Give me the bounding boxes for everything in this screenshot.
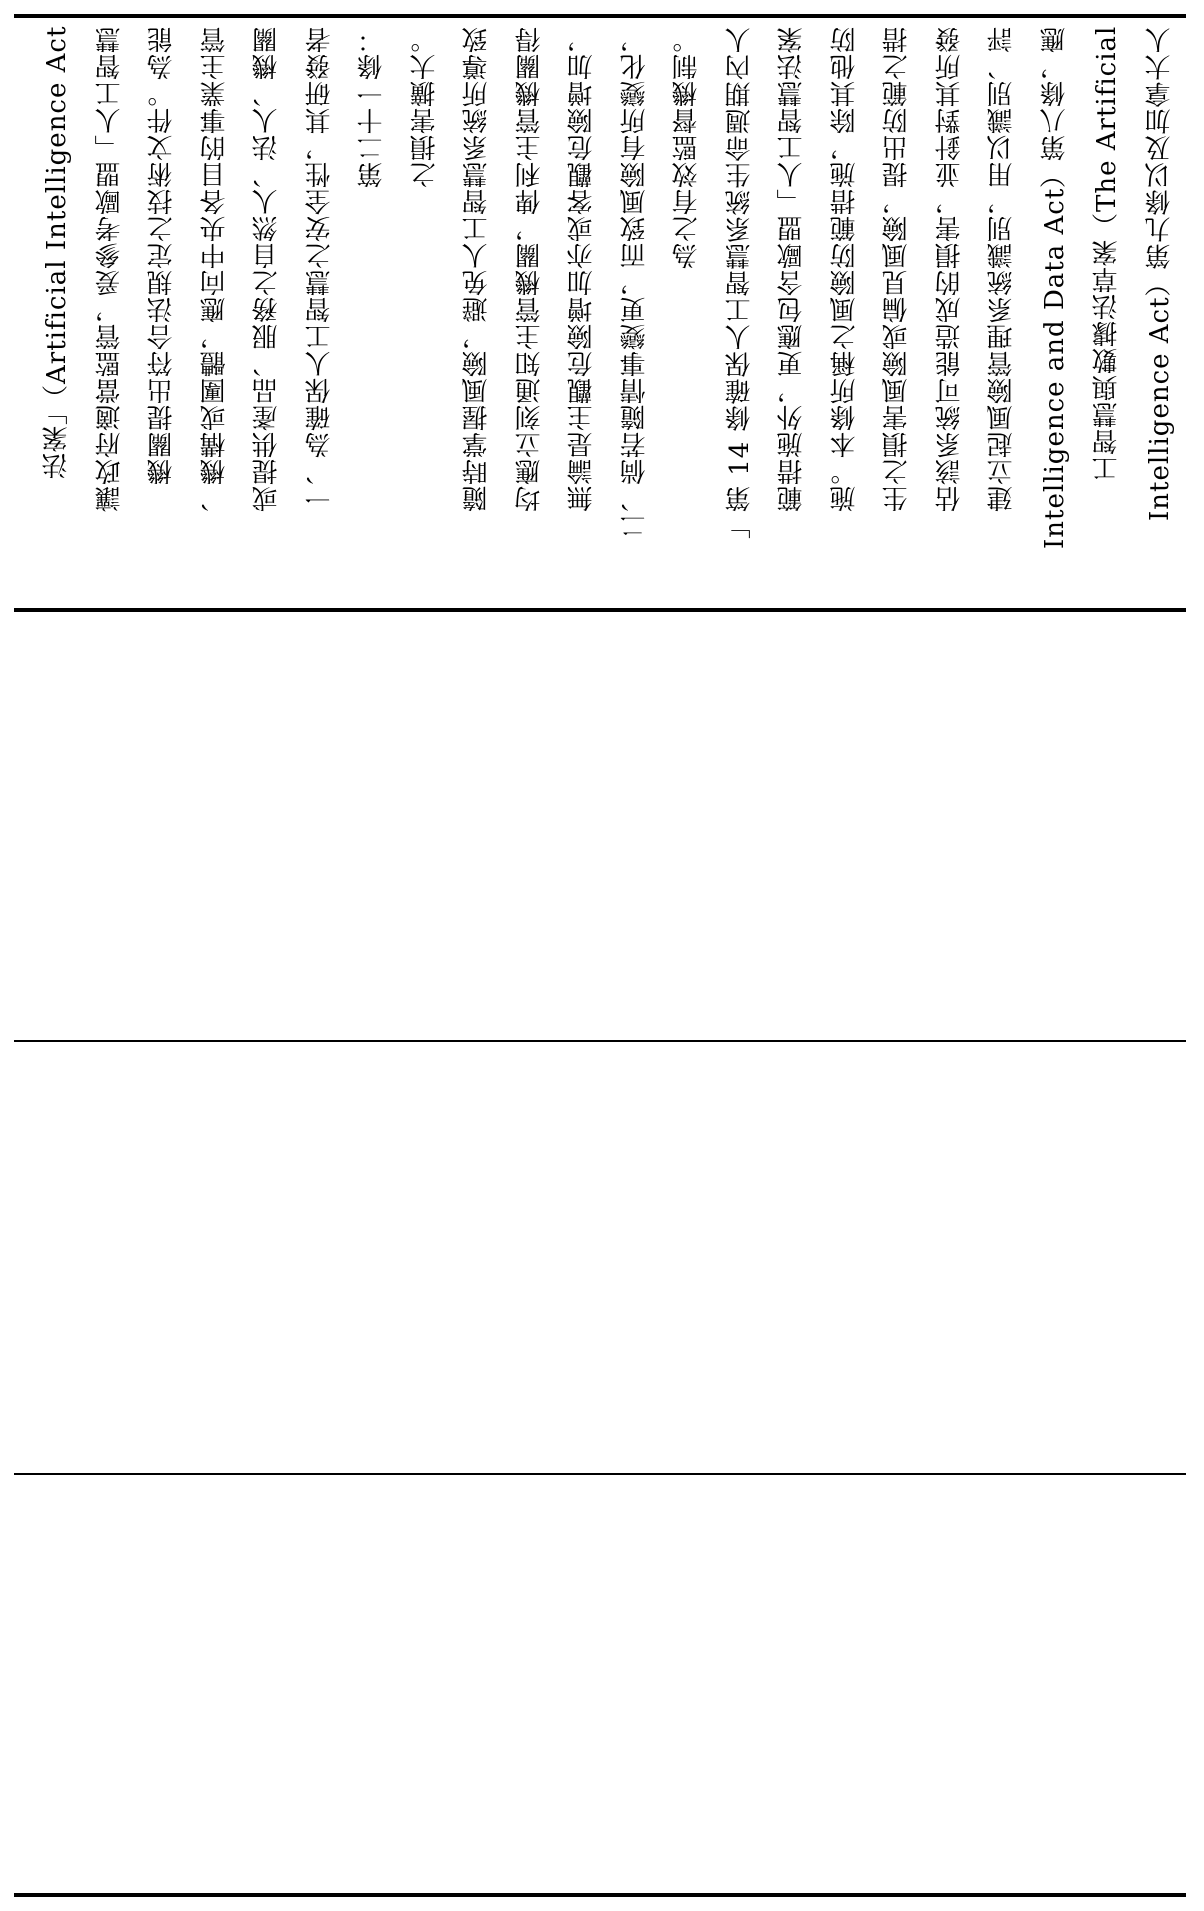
text-line: 無論是主觀危險增加亦或客觀危險增加，	[567, 26, 597, 512]
bottom-border-rule	[14, 1893, 1186, 1897]
text-line: 機關提出符合法規定之技術文件。為能	[147, 26, 177, 485]
empty-table-row-2	[14, 1042, 1186, 1473]
text-line: Intelligence and Data Act）第八條，應	[1039, 26, 1070, 550]
text-line: 一、為確保人工智慧之安全性，其研發者	[304, 26, 335, 512]
text-line: Intelligence Act）第九條以及加拿大人	[1144, 26, 1175, 521]
text-line: 隨時掌握風險，避免人工智慧系統所導致	[462, 26, 492, 512]
text-line: 建立起風險管理系統識別，用以識別、評	[987, 26, 1017, 512]
text-line: 施。本條所稱之風險防範措施，除其他防	[829, 26, 860, 512]
text-line: 均應立刻通知主管機關，俾利主管機關得	[514, 26, 545, 512]
text-line: 、機構或團體，應向中央各目的事業主管	[199, 26, 230, 512]
empty-table-row-3	[14, 1475, 1186, 1893]
text-line: 或提供產品、服務之自然人、法人、機關	[252, 26, 282, 512]
top-border-rule	[14, 14, 1186, 18]
article-heading: 第二十一條：	[357, 26, 387, 188]
text-line: 估該系統可能造成的損害，並針對其所發	[934, 26, 965, 512]
text-line: 工智慧與數據法草案（The Artificial	[1092, 26, 1122, 483]
text-line: 」第 14 條確保人工智慧系統生命週期內人	[724, 26, 755, 539]
text-line: 讓政府適當監管，爰參考歐盟「人工智慧	[94, 26, 125, 512]
text-line: 為之有效監督機制。	[672, 26, 702, 269]
text-line: 生之損害風險或偏見風險，提出防範之措	[882, 26, 912, 512]
text-line: 二、倘若隨情事變更，而致風險有所變化，	[619, 26, 650, 539]
document-text-columns	[14, 26, 1186, 608]
text-line: 法案」（Artificial Intelligence Act	[42, 26, 72, 480]
empty-table-row-1	[14, 612, 1186, 1040]
text-line: 範措施外，更應包含歐盟「人工智慧法案	[777, 26, 807, 512]
document-text-region	[14, 26, 1186, 608]
text-line: 之損害擴大。	[409, 26, 440, 188]
